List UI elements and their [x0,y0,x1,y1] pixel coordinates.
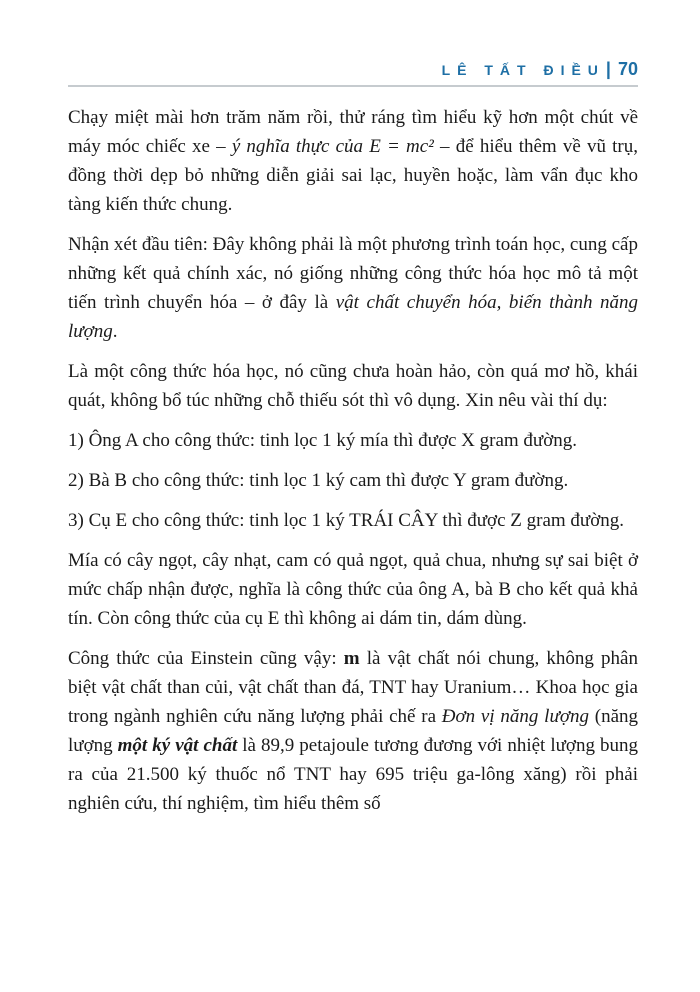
text-run: Chạy miệt mài hơn trăm năm rồi, thử ráng tìm hiểu kỹ hơn một chút về máy móc chiếc xe – [68,107,638,157]
paragraph-3 [68,357,638,415]
emphasis-italic: ý nghĩa thực của E = mc² [231,136,434,157]
body-text [68,103,638,818]
author-name: LÊ TẤT ĐIỀU [441,62,605,78]
emphasis-bold-italic: một ký vật chất [117,735,238,756]
paragraph-4 [68,546,638,633]
text-run: – để hiểu thêm về vũ trụ, đồng thời dẹp bỏ những diễn giải sai lạc, huyền hoặc, làm vẩn đục kho tàng kiến thức chung. [68,136,638,215]
text-run: là vật chất nói chung, không phân biệt vật chất than củi, vật chất than đá, TNT hay Uranium… Khoa học gia trong ngành nghiên cứu năng lượng phải chế ra [68,648,638,727]
paragraph-1 [68,103,638,219]
list-item-1 [68,426,638,455]
emphasis-italic: vật chất chuyển hóa, biến thành năng lượng [68,292,638,342]
page-header [68,58,638,87]
text-run: . [112,321,118,342]
emphasis-italic: Đơn vị năng lượng [441,706,589,727]
page-number: 70 [617,59,638,79]
emphasis-bold: m [343,648,360,669]
text-run: Mía có cây ngọt, cây nhạt, cam có quả ngọt, quả chua, nhưng sự sai biệt ở mức chấp nhận được, nghĩa là công thức của ông A, bà B cho kết quả khả tín. Còn công thức của cụ E thì không ai dám tin, dám dùng. [68,550,638,629]
text-run: Nhận xét đầu tiên: Đây không phải là một phương trình toán học, cung cấp những kết quả chính xác, nó giống những công thức hóa học mô tả một tiến trình chuyển hóa – ở đây là [68,234,638,313]
text-run: là 89,9 petajoule tương đương với nhiệt lượng bung ra của 21.500 ký thuốc nổ TNT hay 695 triệu ga-lông xăng) rồi phải nghiên cứu, thí nghiệm, tìm hiểu thêm số [68,735,639,814]
text-run: (năng lượng [68,706,638,756]
list-item-3 [68,506,638,535]
header-rule [68,85,638,87]
text-run: Là một công thức hóa học, nó cũng chưa hoàn hảo, còn quá mơ hồ, khái quát, không bổ túc những chỗ thiếu sót thì vô dụng. Xin nêu vài thí dụ: [68,361,638,411]
text-run: 2) Bà B cho công thức: tinh lọc 1 ký cam thì được Y gram đường. [68,470,569,491]
paragraph-2 [68,230,638,346]
header-separator: | [605,59,611,79]
content-column [68,0,638,829]
list-item-2 [68,466,638,495]
running-header [68,58,638,82]
text-run: Công thức của Einstein cũng vậy: [68,648,344,669]
paragraph-5 [68,644,638,818]
text-run: 3) Cụ E cho công thức: tinh lọc 1 ký TRÁI CÂY thì được Z gram đường. [68,510,625,531]
text-run: 1) Ông A cho công thức: tinh lọc 1 ký mía thì được X gram đường. [68,430,578,451]
